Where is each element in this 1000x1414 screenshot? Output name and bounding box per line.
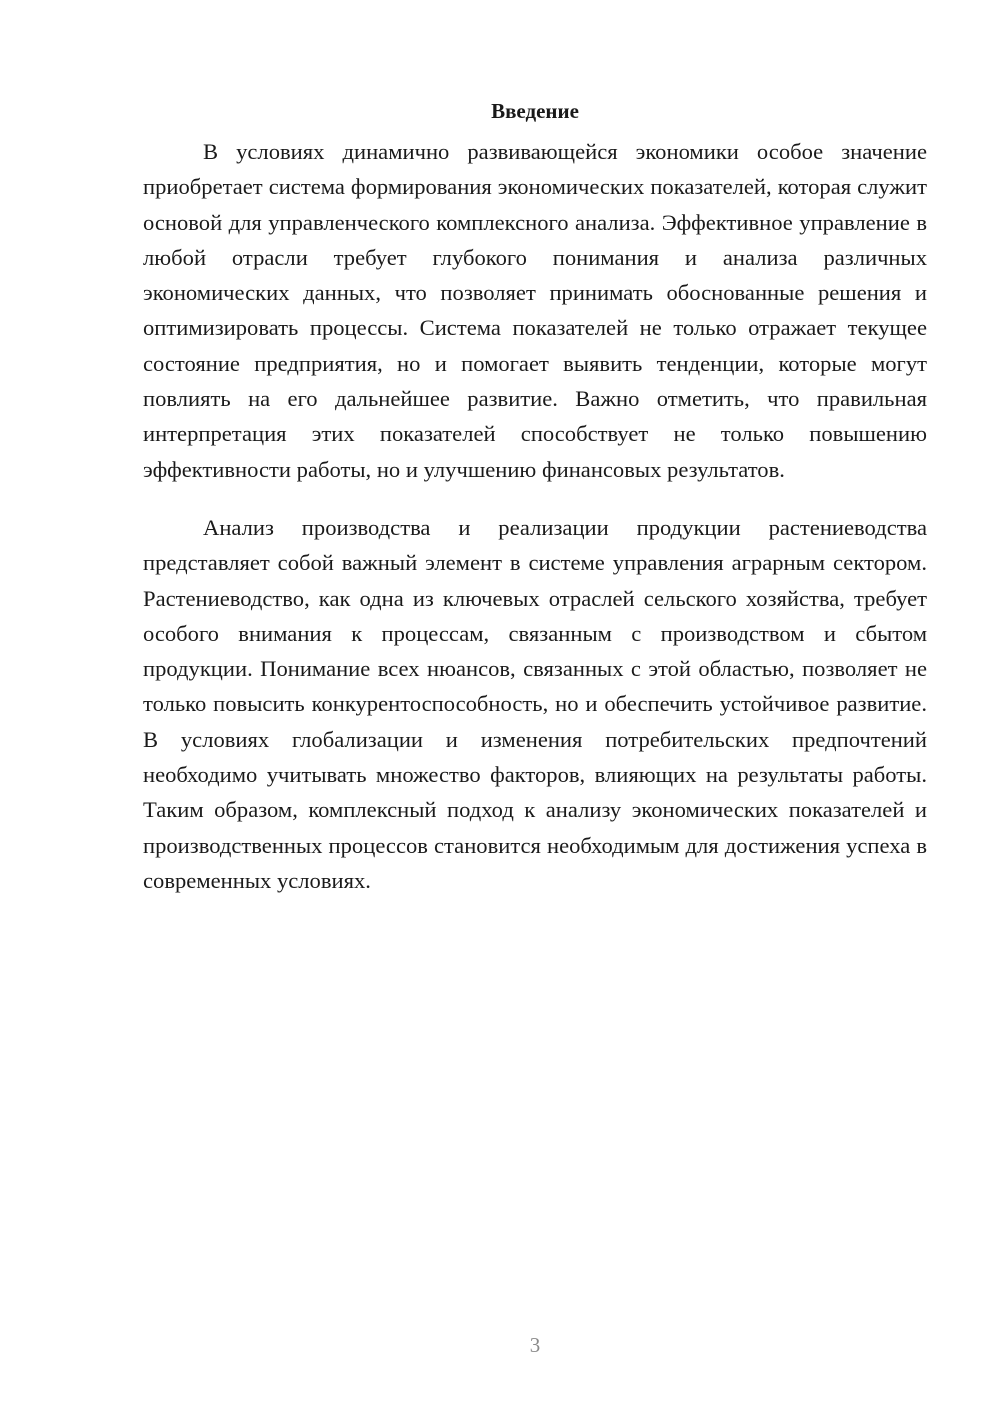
paragraph-2: Анализ производства и реализации продукции растениеводства представляет собой важный элемент в системе управления аграрным сектором. Растениеводство, как одна из ключевых отраслей сельского хозяйства, требует особого внимания к процессам, связанным с производством и сбытом продукции. Понимание всех нюансов, связанных с этой областью, позволяет не только повысить конкурентоспособность, но и обеспечить устойчивое развитие. В условиях глобализации и изменения потребительских предпочтений необходимо учитывать множество факторов, влияющих на результаты работы. Таким образом, комплексный подход к анализу экономических показателей и производственных процессов становится необходимым для достижения успеха в современных условиях.: [143, 514, 927, 893]
page-number: 3: [529, 1333, 541, 1357]
section-heading: Введение: [491, 99, 579, 123]
page-content: [143, 96, 927, 898]
paragraph-1: В условиях динамично развивающейся экономики особое значение приобретает система формирования экономических показателей, которая служит основой для управленческого комплексного анализа. Эффективное управление в любой отрасли требует глубокого понимания и анализа различных экономических данных, что позволяет принимать обоснованные решения и оптимизировать процессы. Система показателей не только отражает текущее состояние предприятия, но и помогает выявить тенденции, которые могут повлиять на его дальнейшее развитие. Важно отметить, что правильная интерпретация этих показателей способствует не только повышению эффективности работы, но и улучшению финансовых результатов.: [143, 139, 927, 482]
